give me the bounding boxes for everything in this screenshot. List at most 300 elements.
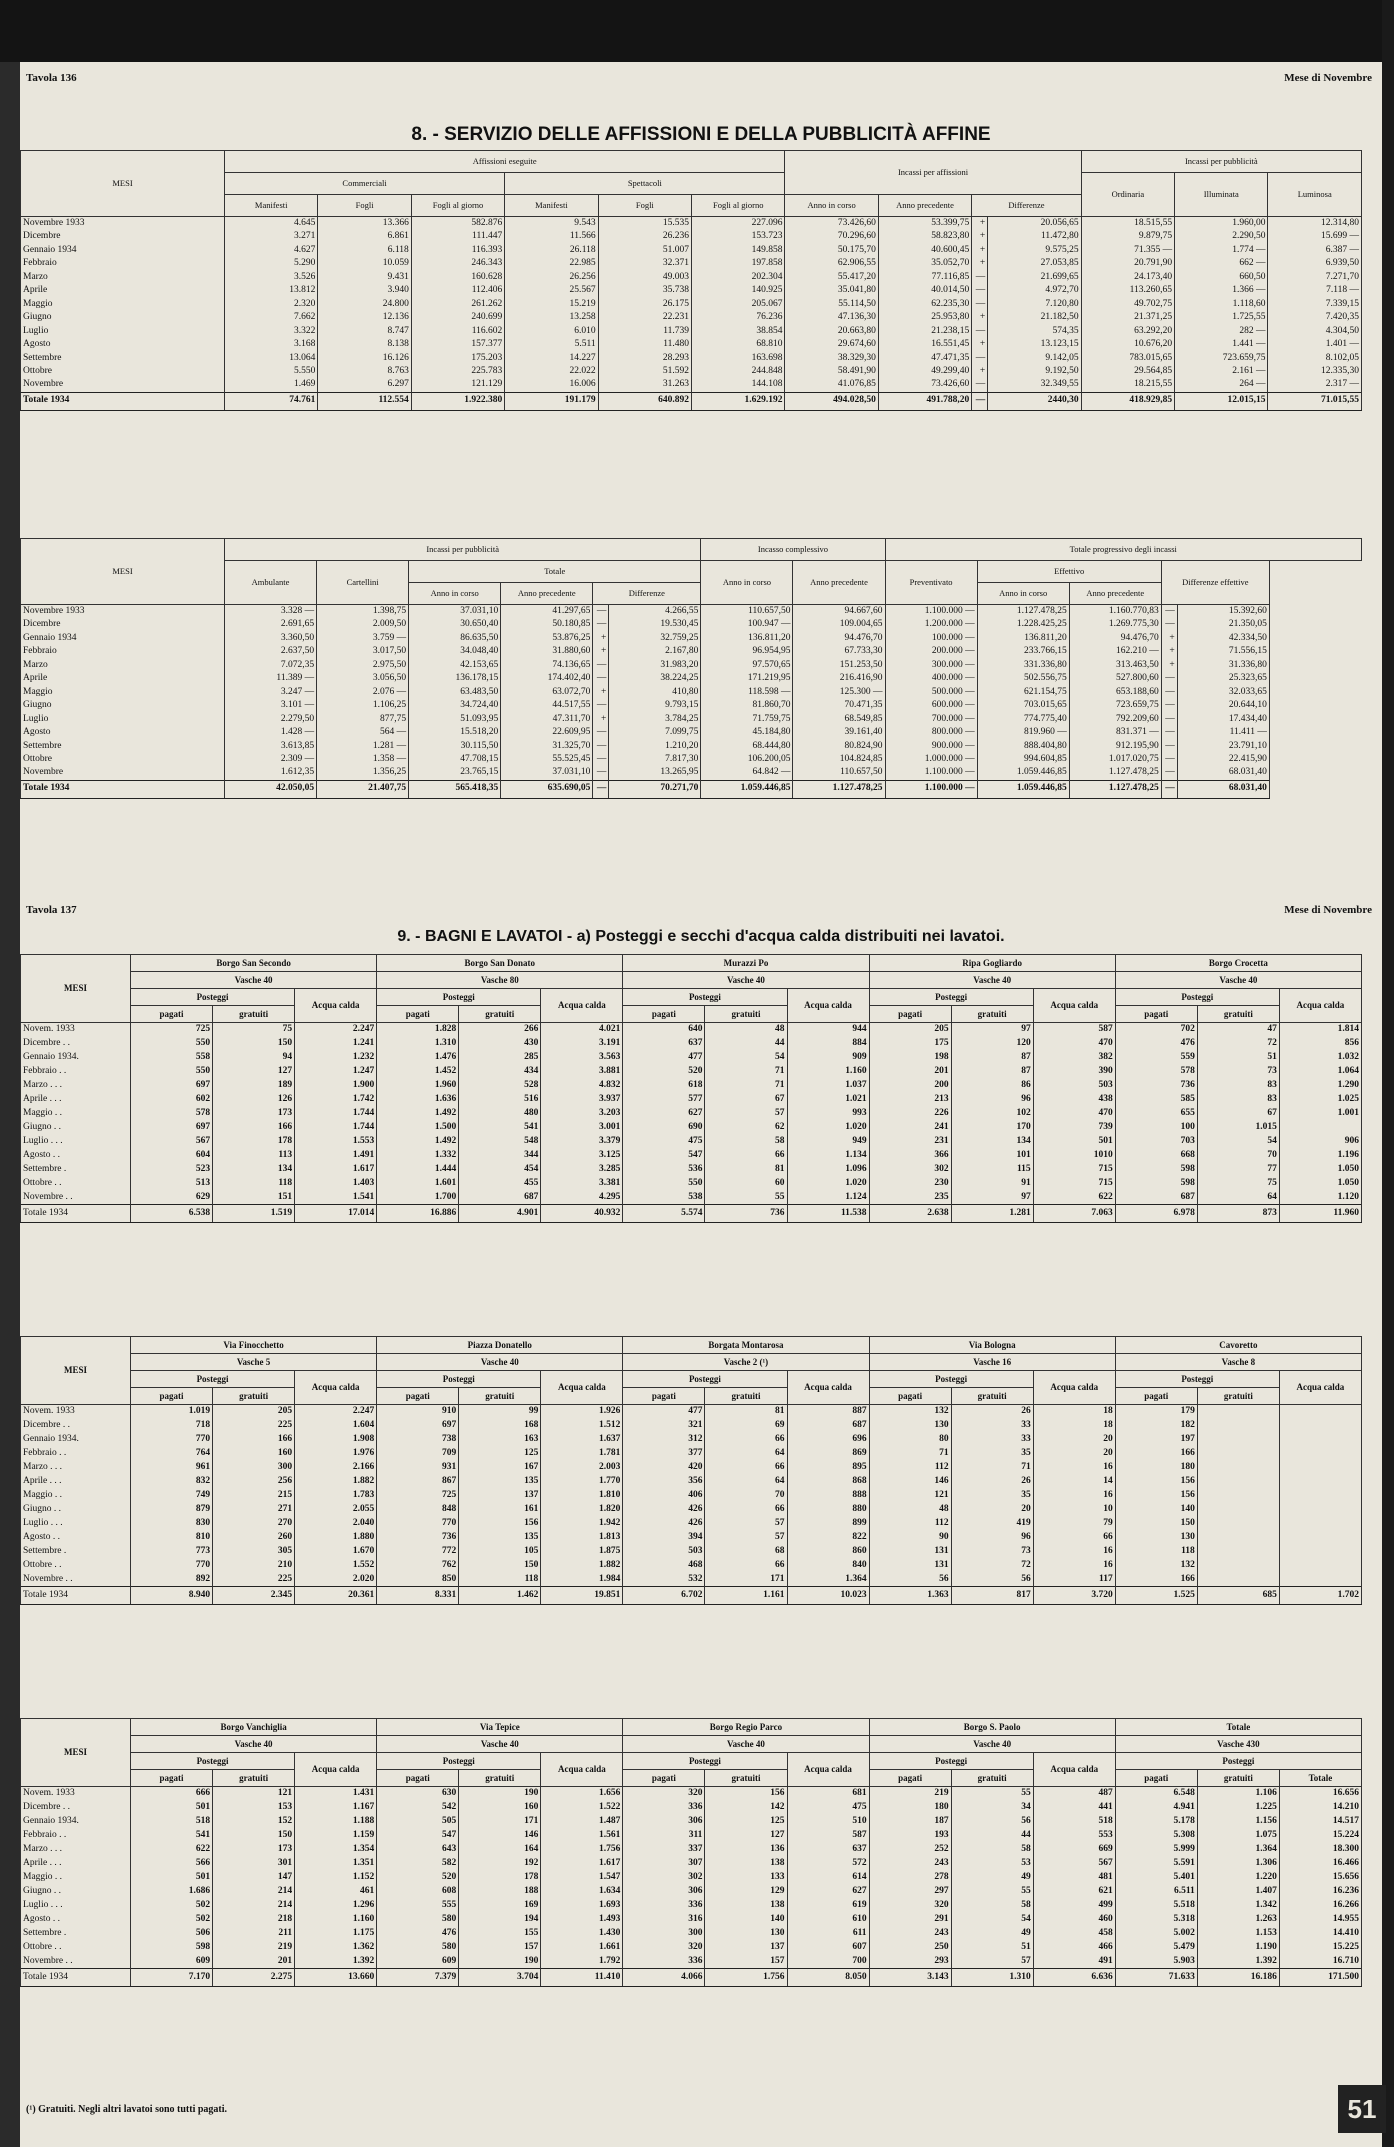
table-row (21, 1573, 1362, 1587)
table-cell: 182 (1115, 1419, 1197, 1433)
col-posteggi: Posteggi (623, 989, 787, 1006)
empty-cell (1197, 1433, 1279, 1447)
table-cell: — (593, 726, 609, 740)
total-cell: 68.031,40 (1177, 780, 1269, 798)
table-cell: 518 (131, 1815, 213, 1829)
total-row (21, 1205, 1362, 1223)
table-cell: 13.258 (505, 311, 598, 325)
table-cell: 1.756 (541, 1843, 623, 1857)
table-cell: 994.604,85 (977, 753, 1069, 767)
total-cell: 13.660 (295, 1969, 377, 1987)
col-gratuiti: gratuiti (705, 1770, 787, 1787)
table-cell: 1.783 (295, 1489, 377, 1503)
table-row (21, 1051, 1362, 1065)
table-cell: 118 (1115, 1545, 1197, 1559)
table-cell: 3.247 — (225, 686, 317, 700)
table-cell: 127 (213, 1065, 295, 1079)
table-cell: 547 (377, 1829, 459, 1843)
table-cell: 230 (869, 1177, 951, 1191)
table-cell: 1.770 (541, 1475, 623, 1489)
table-cell: 146 (869, 1475, 951, 1489)
table-cell: 1.908 (295, 1433, 377, 1447)
table-cell: 64 (1197, 1191, 1279, 1205)
table-cell: 819.960 — (977, 726, 1069, 740)
month-cell: Ottobre . . (21, 1559, 131, 1573)
table-cell: 1.553 (295, 1135, 377, 1149)
table-cell: 11.739 (598, 325, 691, 339)
total-label: Totale 1934 (21, 392, 225, 410)
page-number: 51 (1338, 2085, 1386, 2133)
table-row (21, 1149, 1362, 1163)
table-cell: 1.159 (295, 1829, 377, 1843)
table-cell: 19.530,45 (609, 618, 701, 632)
table-cell: + (972, 244, 988, 258)
total-cell: 4.066 (623, 1969, 705, 1987)
empty-cell (1279, 1545, 1361, 1559)
table-cell: 131 (869, 1559, 951, 1573)
table-cell: 64 (705, 1475, 787, 1489)
month-cell: Luglio . . . (21, 1135, 131, 1149)
table-cell: 72 (1197, 1037, 1279, 1051)
table-cell: 738 (377, 1433, 459, 1447)
total-cell: 16.186 (1197, 1969, 1279, 1987)
col-fogli: Fogli (598, 195, 691, 217)
table-cell: 200 (869, 1079, 951, 1093)
table-cell: 2.279,50 (225, 713, 317, 727)
table-cell: 1.612,35 (225, 767, 317, 781)
table-cell: 144.108 (692, 379, 785, 393)
total-cell: 10.023 (787, 1587, 869, 1605)
table-cell: 1.810 (541, 1489, 623, 1503)
empty-cell (1197, 1573, 1279, 1587)
table-cell: 1.926 (541, 1405, 623, 1419)
table-cell: 331.336,80 (977, 659, 1069, 673)
table-cell: 458 (1033, 1927, 1115, 1941)
col-gratuiti: gratuiti (951, 1006, 1033, 1023)
table-cell: — (593, 659, 609, 673)
table-cell: 6.939,50 (1268, 257, 1362, 271)
table-cell: 598 (131, 1941, 213, 1955)
vasche-header: Vasche 40 (1115, 972, 1361, 989)
table-cell: 6.297 (318, 379, 411, 393)
total-cell: 817 (951, 1587, 1033, 1605)
col-anno-corso: Anno in corso (785, 195, 878, 217)
table-cell: 1.428 — (225, 726, 317, 740)
table-cell: 877,75 (317, 713, 409, 727)
table-cell: 610 (787, 1913, 869, 1927)
table-cell: 336 (623, 1801, 705, 1815)
table-cell: 157 (459, 1941, 541, 1955)
table-cell: 261.262 (411, 298, 504, 312)
total-row (21, 1969, 1362, 1987)
table-cell: 1.469 (225, 379, 318, 393)
table-cell: 101 (951, 1149, 1033, 1163)
table-cell: 54 (705, 1051, 787, 1065)
table-cell: 54 (1197, 1135, 1279, 1149)
table-cell: 53.399,75 (878, 217, 971, 231)
table-cell: 97 (951, 1191, 1033, 1205)
table-cell: 869 (787, 1447, 869, 1461)
month-cell: Gennaio 1934. (21, 1815, 131, 1829)
table-cell: + (593, 632, 609, 646)
table-cell: 550 (131, 1065, 213, 1079)
table-cell: 31.325,70 (501, 740, 593, 754)
col-posteggi: Posteggi (1115, 1753, 1361, 1770)
table-cell: 11.480 (598, 338, 691, 352)
table-cell: 13.064 (225, 352, 318, 366)
table-cell: — (1161, 740, 1177, 754)
table-cell: 585 (1115, 1093, 1197, 1107)
table-cell: 31.336,80 (1177, 659, 1269, 673)
table-cell: 3.360,50 (225, 632, 317, 646)
table-cell: 63.483,50 (409, 686, 501, 700)
table-cell: 377 (623, 1447, 705, 1461)
table-cell: 607 (787, 1941, 869, 1955)
table-cell: 77.116,85 (878, 271, 971, 285)
table-cell: 10.676,20 (1081, 338, 1174, 352)
month-cell: Aprile . . . (21, 1857, 131, 1871)
table-cell: 501 (131, 1801, 213, 1815)
table-cell: 20 (1033, 1447, 1115, 1461)
total-cell: 1.629.192 (692, 392, 785, 410)
table-cell: 477 (623, 1405, 705, 1419)
vasche-header: Vasche 40 (377, 1354, 623, 1371)
table-cell: 166 (213, 1121, 295, 1135)
table-cell: 6.387 — (1268, 244, 1362, 258)
table-cell: 57 (951, 1955, 1033, 1969)
table-cell: 1.900 (295, 1079, 377, 1093)
month-cell: Novembre (21, 767, 225, 781)
table-cell: 175 (869, 1037, 951, 1051)
table-cell: 2.161 — (1175, 365, 1268, 379)
table-cell: 235 (869, 1191, 951, 1205)
total-cell: 7.063 (1033, 1205, 1115, 1223)
total-label: Totale 1934 (21, 1587, 131, 1605)
table-cell: 134 (213, 1163, 295, 1177)
month-cell: Ottobre (21, 753, 225, 767)
affissioni-table (20, 150, 1362, 411)
total-cell: 7.170 (131, 1969, 213, 1987)
table-cell: 179 (1115, 1405, 1197, 1419)
table-cell: 1.493 (541, 1913, 623, 1927)
table-cell: 71 (951, 1461, 1033, 1475)
table-cell: 4.266,55 (609, 605, 701, 619)
total-label: Totale 1934 (21, 780, 225, 798)
table-cell: 1.401 — (1268, 338, 1362, 352)
table-cell: 11.472,80 (988, 230, 1081, 244)
table-cell: 171 (705, 1573, 787, 1587)
table-cell: 49 (951, 1871, 1033, 1885)
table-cell: 306 (623, 1815, 705, 1829)
table-cell: — (1161, 767, 1177, 781)
table-cell: 1.120 (1279, 1191, 1361, 1205)
table-row (21, 699, 1362, 713)
table-cell: 655 (1115, 1107, 1197, 1121)
table-cell: 555 (377, 1899, 459, 1913)
table-cell: 54 (951, 1913, 1033, 1927)
table-cell: 944 (787, 1023, 869, 1037)
month-cell: Novem. 1933 (21, 1787, 131, 1801)
table-row (21, 686, 1362, 700)
table-cell: 31.880,60 (501, 645, 593, 659)
table-cell: — (972, 352, 988, 366)
table-cell: 1.290 (1279, 1079, 1361, 1093)
table-cell: 627 (787, 1885, 869, 1899)
table-cell: 14.410 (1279, 1927, 1361, 1941)
month-cell: Maggio . . (21, 1107, 131, 1121)
total-cell: 40.932 (541, 1205, 623, 1223)
table-cell: 637 (623, 1037, 705, 1051)
table-cell: 205 (213, 1405, 295, 1419)
table-cell: 1.976 (295, 1447, 377, 1461)
table-row (21, 1545, 1362, 1559)
total-label: Totale 1934 (21, 1969, 131, 1987)
table-cell: 582 (377, 1857, 459, 1871)
table-cell: 40.014,50 (878, 284, 971, 298)
empty-cell (1279, 1405, 1361, 1419)
table-cell: 1.431 (295, 1787, 377, 1801)
table-cell: 703 (1115, 1135, 1197, 1149)
table-cell: 130 (705, 1927, 787, 1941)
table-cell: 160.628 (411, 271, 504, 285)
table-row (21, 311, 1362, 325)
table-cell: 764 (131, 1447, 213, 1461)
table-cell: 63.072,70 (501, 686, 593, 700)
table-cell: 22.985 (505, 257, 598, 271)
total-cell: 8.050 (787, 1969, 869, 1987)
table-cell: 697 (131, 1079, 213, 1093)
table-cell: 218 (213, 1913, 295, 1927)
table-cell: 1.015 (1197, 1121, 1279, 1135)
table-cell: 608 (377, 1885, 459, 1899)
month-cell: Dicembre (21, 230, 225, 244)
table-cell: 48 (705, 1023, 787, 1037)
month-cell: Giugno . . (21, 1885, 131, 1899)
table-cell: 113.260,65 (1081, 284, 1174, 298)
table-cell: 1.263 (1197, 1913, 1279, 1927)
table-cell: 244.848 (692, 365, 785, 379)
table-cell: 77 (1197, 1163, 1279, 1177)
table-cell: 366 (869, 1149, 951, 1163)
table-cell: 1.160.770,83 (1069, 605, 1161, 619)
table-cell: 153.723 (692, 230, 785, 244)
table-cell: 4.832 (541, 1079, 623, 1093)
table-cell: 2.055 (295, 1503, 377, 1517)
table-cell: 7.662 (225, 311, 318, 325)
table-cell: 157 (705, 1955, 787, 1969)
vasche-header: Vasche 5 (131, 1354, 377, 1371)
table-cell: 5.178 (1115, 1815, 1197, 1829)
table-cell: 1.444 (377, 1163, 459, 1177)
month-cell: Maggio (21, 298, 225, 312)
table-cell: 558 (131, 1051, 213, 1065)
table-cell: 300 (213, 1461, 295, 1475)
table-cell: 536 (623, 1163, 705, 1177)
table-cell: 291 (869, 1913, 951, 1927)
table-cell: 150 (213, 1037, 295, 1051)
table-cell: 470 (1033, 1107, 1115, 1121)
total-cell: 17.014 (295, 1205, 377, 1223)
table-cell: 1.225 (1197, 1801, 1279, 1815)
table-cell: 210 (213, 1559, 295, 1573)
col-anno-precedente: Anno precedente (878, 195, 971, 217)
total-cell: 2.275 (213, 1969, 295, 1987)
table-cell: 47.136,30 (785, 311, 878, 325)
table-cell: 241 (869, 1121, 951, 1135)
table-cell: 1.686 (131, 1885, 213, 1899)
table-cell: 9.431 (318, 271, 411, 285)
col-pagati: pagati (869, 1006, 951, 1023)
col-posteggi: Posteggi (869, 1371, 1033, 1388)
table-cell: 770 (131, 1559, 213, 1573)
table-cell: 20 (1033, 1433, 1115, 1447)
table-cell: 37.031,10 (409, 605, 501, 619)
table-cell: 1.430 (541, 1927, 623, 1941)
table-cell: 149.858 (692, 244, 785, 258)
total-cell: 1.525 (1115, 1587, 1197, 1605)
table-cell: 702 (1115, 1023, 1197, 1037)
table-cell: 20.056,65 (988, 217, 1081, 231)
table-cell: 320 (869, 1899, 951, 1913)
table-cell: 180 (1115, 1461, 1197, 1475)
table-cell: 117 (1033, 1573, 1115, 1587)
table-cell: 356 (623, 1475, 705, 1489)
table-cell: 3.613,85 (225, 740, 317, 754)
table-cell: 1.392 (295, 1955, 377, 1969)
month-cell: Ottobre . . (21, 1941, 131, 1955)
table-cell: 15.224 (1279, 1829, 1361, 1843)
table-row (21, 1885, 1362, 1899)
total-cell: 494.028,50 (785, 392, 878, 410)
table-cell: 34.048,40 (409, 645, 501, 659)
month-cell: Febbraio . . (21, 1829, 131, 1843)
table-cell: 252 (869, 1843, 951, 1857)
table-cell: 73 (1197, 1065, 1279, 1079)
table-cell: 14 (1033, 1475, 1115, 1489)
table-cell: 112 (869, 1517, 951, 1531)
table-cell: 481 (1033, 1871, 1115, 1885)
table-cell: 344 (459, 1149, 541, 1163)
table-cell: 1.984 (541, 1573, 623, 1587)
table-cell: 50.180,85 (501, 618, 593, 632)
empty-cell (1279, 1503, 1361, 1517)
table-cell: 18.300 (1279, 1843, 1361, 1857)
table-cell: 516 (459, 1093, 541, 1107)
table-cell: 115 (951, 1163, 1033, 1177)
table-cell: — (593, 618, 609, 632)
table-cell: 193 (869, 1829, 951, 1843)
table-cell: 116.602 (411, 325, 504, 339)
month-cell: Agosto . . (21, 1913, 131, 1927)
table-row (21, 1475, 1362, 1489)
col-pagati: pagati (377, 1770, 459, 1787)
table-cell: 840 (787, 1559, 869, 1573)
table-cell: 1.882 (541, 1559, 623, 1573)
table-cell: 892 (131, 1573, 213, 1587)
table-cell: 58 (951, 1843, 1033, 1857)
table-cell: 420 (623, 1461, 705, 1475)
total-cell: 4.901 (459, 1205, 541, 1223)
col-posteggi: Posteggi (131, 1753, 295, 1770)
table-cell: 113 (213, 1149, 295, 1163)
table-cell: 131 (869, 1545, 951, 1559)
table-cell: 1.882 (295, 1475, 377, 1489)
table-cell: 1.021 (787, 1093, 869, 1107)
table-cell: 75 (1197, 1177, 1279, 1191)
table-cell: 6.548 (1115, 1787, 1197, 1801)
col-anno-corso: Anno in corso (409, 583, 501, 605)
col-preventivato: Preventivato (885, 561, 977, 605)
table-cell: 961 (131, 1461, 213, 1475)
table-cell: 1.310 (377, 1037, 459, 1051)
table-cell: 102 (951, 1107, 1033, 1121)
total-cell: 11.960 (1279, 1205, 1361, 1223)
table-cell: 15.699 — (1268, 230, 1362, 244)
table-cell: 3.203 (541, 1107, 623, 1121)
table-cell: 1.541 (295, 1191, 377, 1205)
table-cell: 800.000 — (885, 726, 977, 740)
vasche-header: Vasche 40 (377, 1736, 623, 1753)
table-cell: 57 (705, 1107, 787, 1121)
table-cell: 1.032 (1279, 1051, 1361, 1065)
table-cell: 67.733,30 (793, 645, 885, 659)
table-cell: 3.168 (225, 338, 318, 352)
table-cell: 136.811,20 (977, 632, 1069, 646)
table-cell: 306 (623, 1885, 705, 1899)
table-cell: 1.210,20 (609, 740, 701, 754)
table-cell: 47.311,70 (501, 713, 593, 727)
total-cell: 191.179 (505, 392, 598, 410)
table-cell: 3.056,50 (317, 672, 409, 686)
table-cell: 1.601 (377, 1177, 459, 1191)
table-row (21, 1093, 1362, 1107)
place-header: Via Tepice (377, 1719, 623, 1736)
table-cell: 29.564,85 (1081, 365, 1174, 379)
table-cell: 27.053,85 (988, 257, 1081, 271)
table-cell: 3.101 — (225, 699, 317, 713)
table-cell: + (1161, 659, 1177, 673)
table-cell: 250 (869, 1941, 951, 1955)
table-cell: 426 (623, 1503, 705, 1517)
table-cell: 10 (1033, 1503, 1115, 1517)
table-cell: 1.156 (1197, 1815, 1279, 1829)
table-cell: 22.022 (505, 365, 598, 379)
table-cell: 822 (787, 1531, 869, 1545)
group-totale-progressivo: Totale progressivo degli incassi (885, 539, 1361, 561)
table-cell: 35.041,80 (785, 284, 878, 298)
empty-cell (1279, 1419, 1361, 1433)
col-acqua-calda: Acqua calda (787, 1371, 869, 1405)
table-cell: 163.698 (692, 352, 785, 366)
table-cell: 57 (705, 1531, 787, 1545)
table-cell: 321 (623, 1419, 705, 1433)
table-cell: 125 (459, 1447, 541, 1461)
table-cell: 1.392 (1197, 1955, 1279, 1969)
table-cell: 9.192,50 (988, 365, 1081, 379)
table-cell: 70 (705, 1489, 787, 1503)
table-cell: 73.426,60 (785, 217, 878, 231)
total-cell: 2.638 (869, 1205, 951, 1223)
col-manifesti: Manifesti (225, 195, 318, 217)
month-cell: Febbraio (21, 257, 225, 271)
col-acqua-calda: Acqua calda (295, 1753, 377, 1787)
table-cell: 132 (869, 1405, 951, 1419)
table-cell: 3.271 (225, 230, 318, 244)
col-acqua-calda: Acqua calda (541, 1371, 623, 1405)
table-cell: 1.118,60 (1175, 298, 1268, 312)
table-cell: 587 (1033, 1023, 1115, 1037)
table-cell: 64 (705, 1447, 787, 1461)
